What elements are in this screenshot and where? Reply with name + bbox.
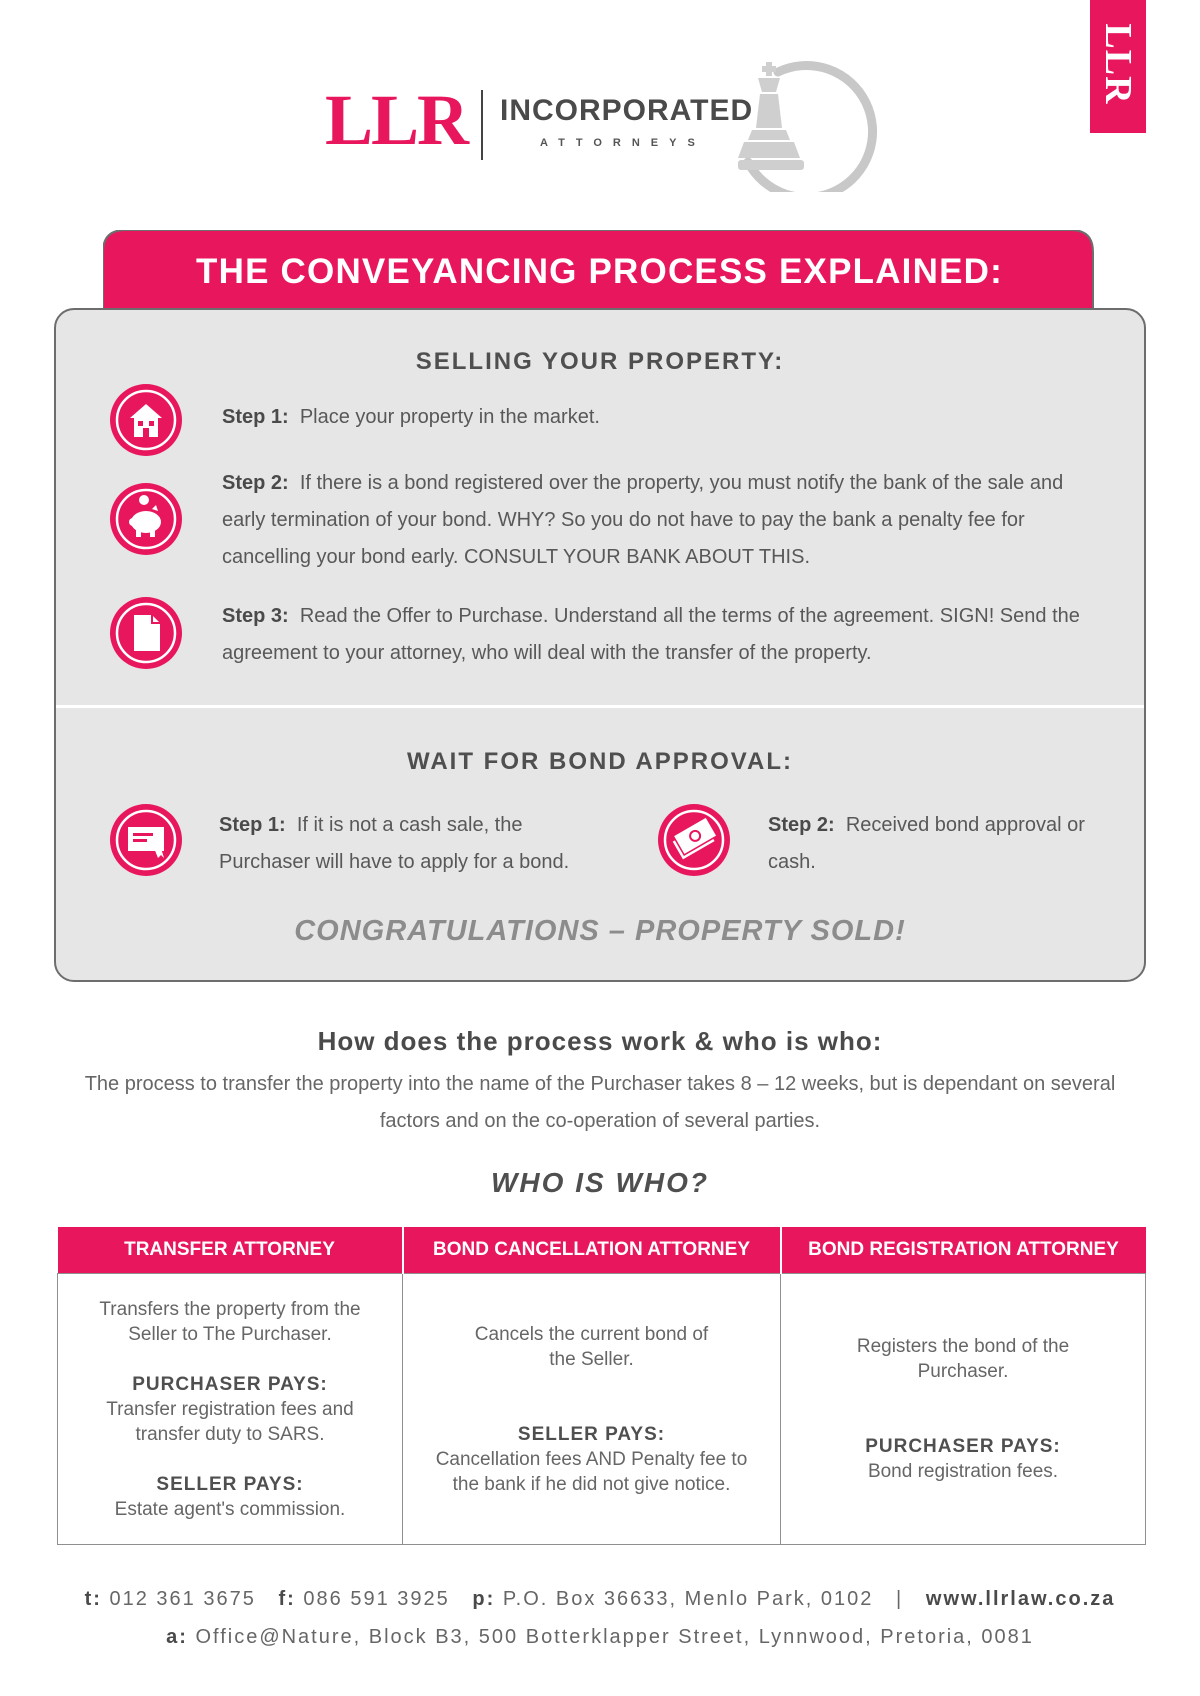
footer-separator: | xyxy=(896,1588,904,1610)
logo-divider xyxy=(481,90,483,160)
pays-label: SELLER PAYS: xyxy=(517,1423,666,1445)
bond-step-2 xyxy=(768,807,1108,881)
address-text: Office@Nature, Block B3, 500 Botterklapper Street, Lynnwood, Pretoria, 0081 xyxy=(195,1626,1034,1648)
column-header: TRANSFER ATTORNEY xyxy=(58,1227,403,1274)
logo-llr-text: LLR xyxy=(325,80,468,160)
selling-heading: SELLING YOUR PROPERTY: xyxy=(415,348,785,375)
table-row xyxy=(58,1274,1146,1545)
fax-label: f: xyxy=(278,1588,296,1610)
transfer-attorney-cell xyxy=(58,1274,403,1545)
how-body: The process to transfer the property into the name of the Purchaser takes 8 – 12 weeks, but is dependant on several factors and on the co-operation of several parties. xyxy=(84,1073,1116,1132)
house-icon xyxy=(108,382,184,458)
cell-description: Cancels the current bond of the Seller. xyxy=(474,1323,709,1370)
selling-step-3 xyxy=(222,598,1102,672)
chess-king-icon xyxy=(730,52,880,192)
cell-description: Transfers the property from the Seller to The Purchaser. xyxy=(99,1298,361,1345)
logo-attorneys-text: ATTORNEYS xyxy=(540,137,706,149)
who-heading: WHO IS WHO? xyxy=(491,1167,709,1198)
selling-step-2 xyxy=(222,465,1102,576)
tel-label: t: xyxy=(84,1588,102,1610)
column-header: BOND CANCELLATION ATTORNEY xyxy=(403,1227,781,1274)
pays-label: SELLER PAYS: xyxy=(156,1473,304,1495)
corner-brand-text: LLR xyxy=(1097,23,1139,105)
po-box: P.O. Box 36633, Menlo Park, 0102 xyxy=(502,1588,874,1610)
bond-step-1 xyxy=(219,807,619,881)
bond-registration-attorney-cell xyxy=(781,1274,1146,1545)
step-label: Step 1: xyxy=(219,814,286,836)
step-label: Step 3: xyxy=(222,605,289,627)
footer-contact-line xyxy=(0,1586,1200,1612)
panel-divider xyxy=(56,705,1144,708)
cell-description: Registers the bond of the Purchaser. xyxy=(856,1336,1070,1382)
page-title: THE CONVEYANCING PROCESS EXPLAINED: xyxy=(196,252,1003,291)
who-is-who-table xyxy=(57,1227,1146,1545)
document-icon xyxy=(108,595,184,671)
pays-text: Cancellation fees AND Penalty fee to the bank if he did not give notice. xyxy=(435,1448,748,1495)
bond-cancellation-attorney-cell xyxy=(403,1274,781,1545)
pays-text: Transfer registration fees and transfer duty to SARS. xyxy=(106,1398,354,1445)
pays-text: Bond registration fees. xyxy=(867,1461,1059,1482)
corner-brand-tab xyxy=(1090,0,1146,133)
table-header-row xyxy=(58,1227,1146,1274)
website-link[interactable]: www.llrlaw.co.za xyxy=(925,1588,1116,1610)
step-text: Read the Offer to Purchase. Understand all the terms of the agreement. SIGN! Send the agreement to your attorney, who will deal with the transfer of the property. xyxy=(222,605,1080,664)
logo-incorporated-text: INCORPORATED xyxy=(500,94,754,127)
piggy-bank-icon xyxy=(108,481,184,557)
congratulations-text: CONGRATULATIONS – PROPERTY SOLD! xyxy=(294,915,906,947)
how-heading: How does the process work & who is who: xyxy=(317,1026,883,1056)
address-label: a: xyxy=(166,1626,188,1648)
step-text: If there is a bond registered over the property, you must notify the bank of the sale and early termination of your bond. WHY? So you do not have to pay the bank a penalty fee for cancelling your bond early. CONSULT YOUR BANK ABOUT THIS. xyxy=(222,472,1064,568)
column-header: BOND REGISTRATION ATTORNEY xyxy=(781,1227,1146,1274)
selling-step-1 xyxy=(222,399,1102,436)
fax-number: 086 591 3925 xyxy=(303,1588,450,1610)
po-label: p: xyxy=(472,1588,496,1610)
bond-heading: WAIT FOR BOND APPROVAL: xyxy=(407,748,793,775)
pays-label: PURCHASER PAYS: xyxy=(132,1373,328,1395)
pays-text: Estate agent's commission. xyxy=(114,1498,346,1520)
step-label: Step 2: xyxy=(768,814,835,836)
footer-address-line xyxy=(0,1624,1200,1650)
step-label: Step 2: xyxy=(222,472,289,494)
step-text: Received bond approval or cash. xyxy=(768,814,1085,873)
tel-number: 012 361 3675 xyxy=(109,1588,256,1610)
step-text: Place your property in the market. xyxy=(299,406,600,428)
cash-icon xyxy=(656,802,732,878)
certificate-icon xyxy=(108,802,184,878)
step-label: Step 1: xyxy=(222,406,289,428)
step-text: If it is not a cash sale, the Purchaser will have to apply for a bond. xyxy=(219,814,570,873)
pays-label: PURCHASER PAYS: xyxy=(865,1436,1061,1457)
